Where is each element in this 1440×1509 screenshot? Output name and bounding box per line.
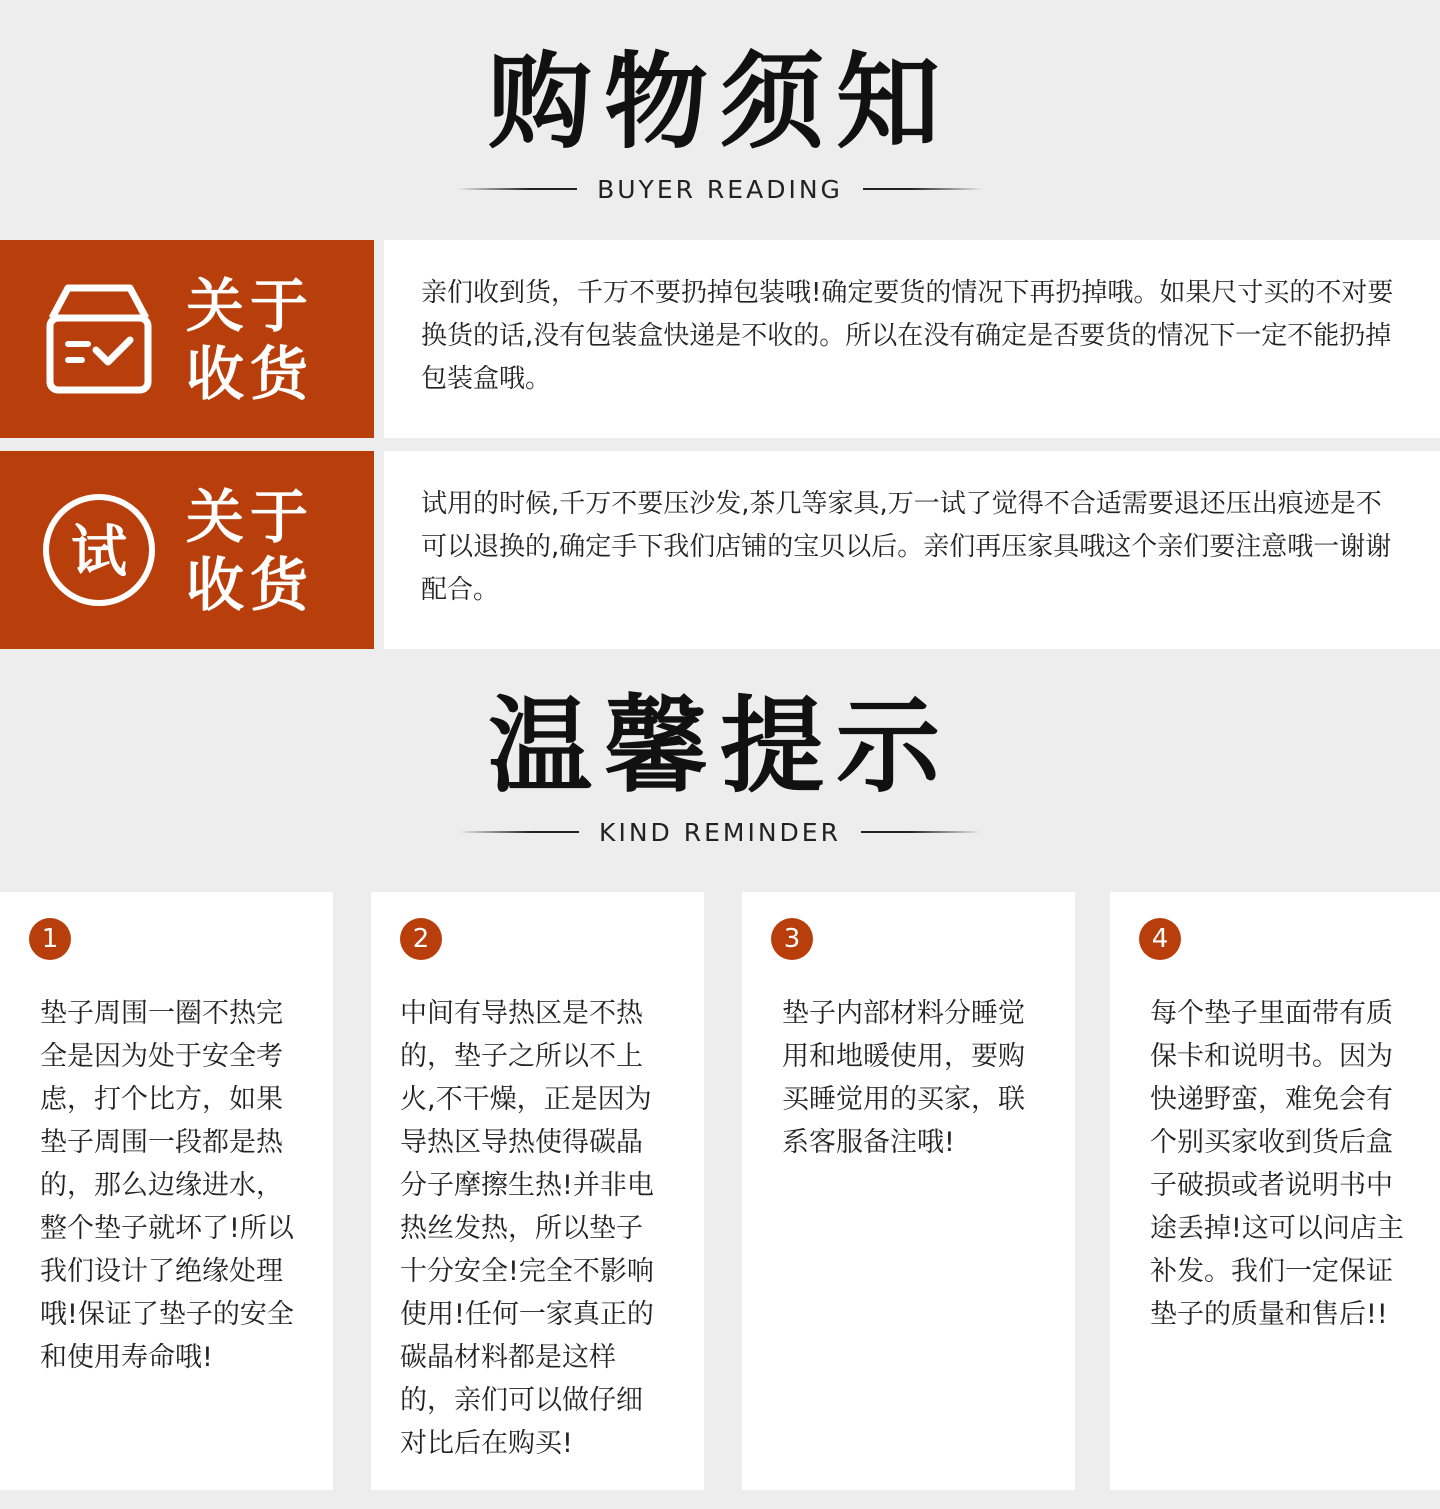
notice-label-line2: 收货	[186, 551, 315, 619]
tip-number-badge: 4	[1139, 918, 1181, 960]
notice-row-receiving	[0, 240, 1440, 438]
buyer-reading-title: 购物须知	[487, 41, 952, 163]
buyer-reading-subtitle-row	[0, 174, 1440, 204]
notice-label-line2: 收货	[186, 340, 315, 408]
box-check-icon	[40, 280, 158, 398]
trial-circle-icon	[40, 491, 158, 609]
tip-number-badge: 3	[771, 918, 813, 960]
tip-text: 中间有导热区是不热的，垫子之所以不上火,不干燥，正是因为导热区导热使得碳晶分子摩擦生热!并非电热丝发热，所以垫子十分安全!完全不影响使用!任何一家真正的碳晶材料都是这样的，亲们可以做仔细对比后在购买!	[400, 998, 654, 1459]
notice-label-panel	[0, 240, 374, 438]
notice-label	[186, 272, 314, 408]
notice-text: 亲们收到货，千万不要扔掉包装哦!确定要货的情况下再扔掉哦。如果尺寸买的不对要换货的话,没有包装盒快递是不收的。所以在没有确定是否要货的情况下一定不能扔掉包装盒哦。	[421, 278, 1394, 394]
divider-line	[457, 188, 577, 190]
divider-line	[861, 831, 981, 833]
tip-text: 每个垫子里面带有质保卡和说明书。因为快递野蛮，难免会有个别买家收到货后盒子破损或者说明书中途丢掉!这可以问店主补发。我们一定保证垫子的质量和售后!!	[1150, 998, 1404, 1330]
buyer-reading-subtitle: BUYER READING	[597, 174, 843, 204]
tip-text: 垫子内部材料分睡觉用和地暖使用，要购买睡觉用的买家，联系客服备注哦!	[782, 998, 1025, 1158]
notice-text-panel	[384, 240, 1440, 438]
tip-card	[1110, 892, 1440, 1490]
notice-label-panel	[0, 451, 374, 649]
kind-reminder-subtitle: KIND REMINDER	[599, 817, 841, 847]
tip-card	[371, 892, 704, 1490]
tip-card	[742, 892, 1075, 1490]
kind-reminder-title: 温馨提示	[487, 685, 952, 807]
kind-reminder-header	[0, 685, 1440, 807]
tip-number-badge: 1	[29, 918, 71, 960]
tip-text: 垫子周围一圈不热完全是因为处于安全考虑，打个比方，如果垫子周围一段都是热的，那么边缘进水，整个垫子就坏了!所以我们设计了绝缘处理哦!保证了垫子的安全和使用寿命哦!	[40, 998, 294, 1373]
buyer-reading-header	[0, 41, 1440, 163]
tip-card	[0, 892, 333, 1490]
notice-text-panel	[384, 451, 1440, 649]
divider-line	[459, 831, 579, 833]
notice-label	[186, 483, 314, 619]
notice-label-line1: 关于	[186, 483, 315, 551]
notice-label-line1: 关于	[186, 272, 315, 340]
kind-reminder-subtitle-row	[0, 817, 1440, 847]
notice-text: 试用的时候,千万不要压沙发,茶几等家具,万一试了觉得不合适需要退还压出痕迹是不可以退换的,确定手下我们店铺的宝贝以后。亲们再压家具哦这个亲们要注意哦一谢谢配合。	[421, 489, 1392, 605]
divider-line	[863, 188, 983, 190]
tip-number-badge: 2	[400, 918, 442, 960]
notice-row-trial	[0, 451, 1440, 649]
trial-icon-text: 试	[71, 520, 127, 585]
